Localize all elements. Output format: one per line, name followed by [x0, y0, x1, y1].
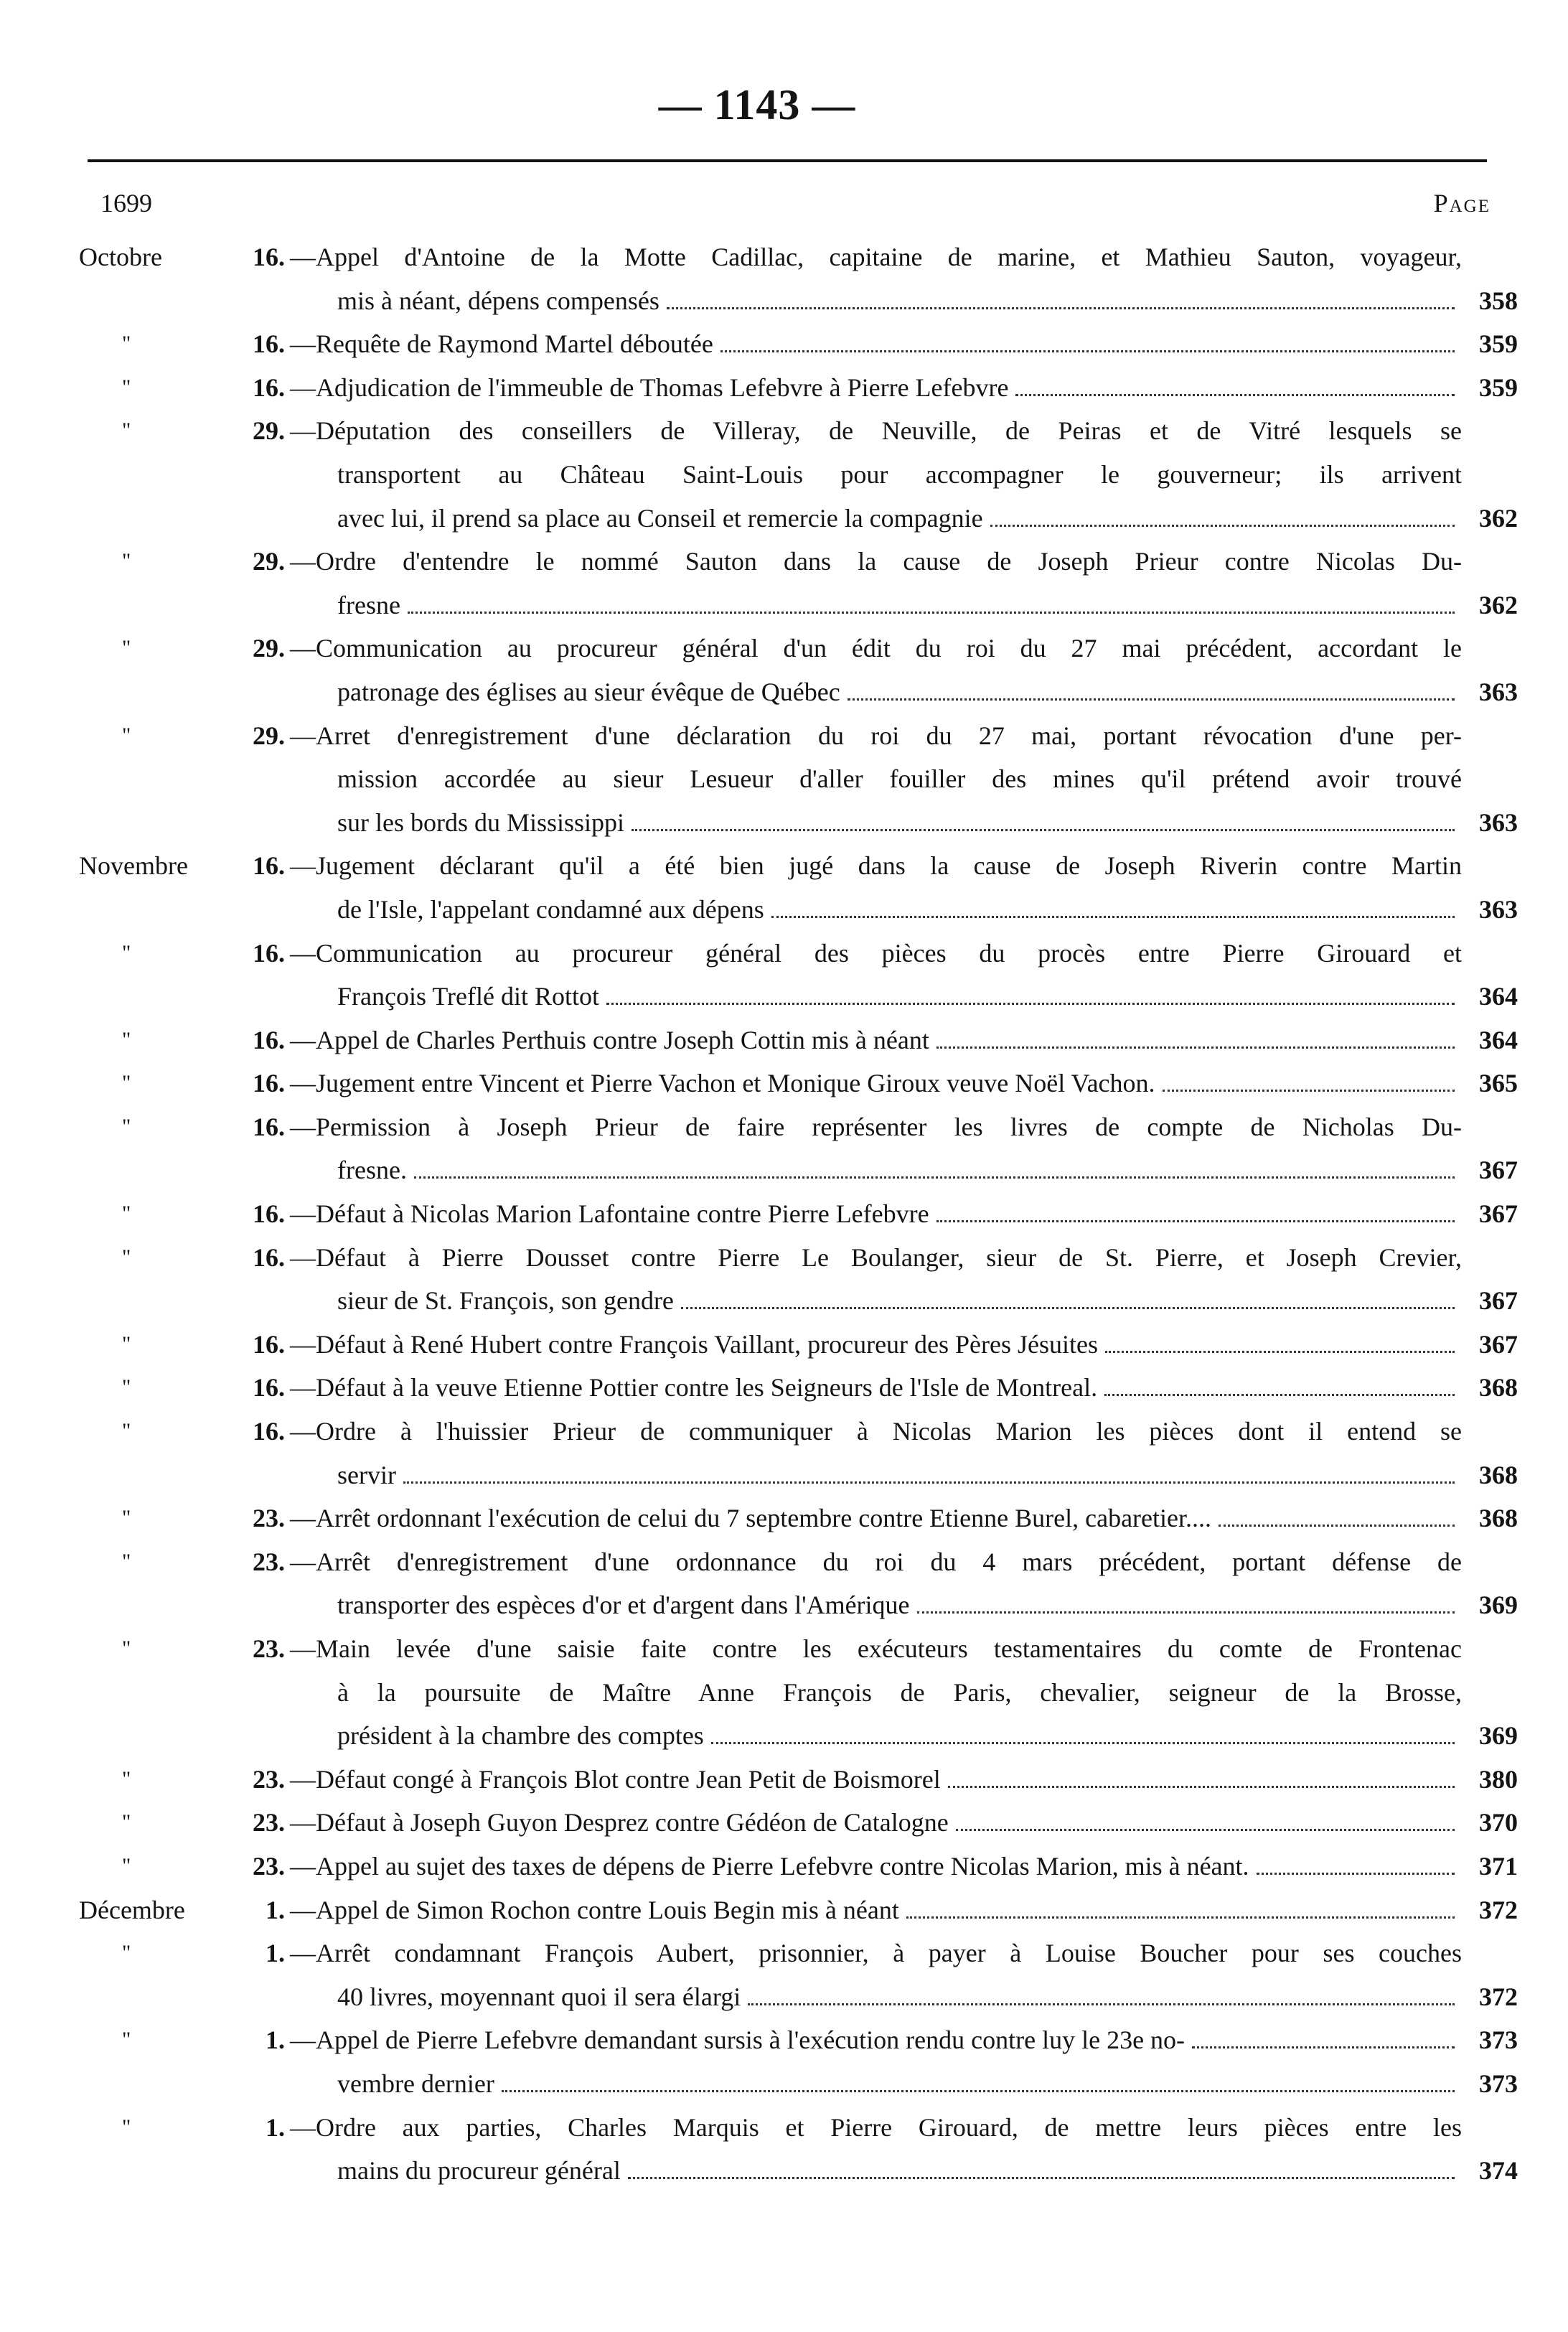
dot-leader: [771, 915, 1455, 918]
index-entry: [0, 366, 1568, 410]
entry-line: [0, 1671, 1568, 1715]
entry-day: 16.: [253, 373, 285, 402]
index-entry: [0, 1192, 1568, 1236]
entry-line: [0, 2106, 1568, 2150]
ditto-mark: ": [122, 1766, 131, 1791]
dot-leader: [502, 2089, 1455, 2092]
entry-text: servir: [337, 1453, 1462, 1497]
dot-leader: [956, 1828, 1455, 1831]
entry-day: 23.: [253, 1851, 285, 1881]
dot-leader: [936, 1219, 1455, 1222]
dot-leader: [906, 1916, 1455, 1919]
entry-line: [0, 279, 1568, 323]
entry-line: [0, 1148, 1568, 1192]
entry-line: [0, 409, 1568, 453]
ditto-mark: ": [122, 418, 131, 443]
page-reference: 380: [1479, 1764, 1518, 1794]
page-reference: 367: [1479, 1329, 1518, 1359]
entry-text: —Communication au procureur général d'un édit du roi du 27 mai précédent, accordant le: [290, 634, 1462, 663]
entry-line: [0, 975, 1568, 1019]
entry-day: 23.: [253, 1547, 285, 1576]
index-entry: [0, 1931, 1568, 2018]
dot-leader: [848, 698, 1455, 701]
entry-line: [0, 1758, 1568, 1802]
index-entry: [0, 1410, 1568, 1497]
index-entry: [0, 1758, 1568, 1802]
header-rule: [88, 159, 1487, 162]
entry-text: —Défaut à René Hubert contre François Vaillant, procureur des Pères Jésuites: [290, 1323, 1462, 1367]
page-reference: 364: [1479, 982, 1518, 1011]
page-reference: 368: [1479, 1504, 1518, 1533]
entry-day: 23.: [253, 1504, 285, 1533]
ditto-mark: ": [122, 1331, 131, 1356]
dot-leader: [606, 1002, 1455, 1005]
entry-line: [0, 801, 1568, 845]
entry-line: [0, 670, 1568, 714]
entry-line: [0, 888, 1568, 932]
entry-text: François Treflé dit Rottot: [337, 975, 1462, 1019]
entry-text: patronage des églises au sieur évêque de Québec: [337, 670, 1462, 714]
ditto-mark: ": [122, 1375, 131, 1400]
index-entry: [0, 932, 1568, 1019]
index-entry: [0, 844, 1568, 931]
entry-text: président à la chambre des comptes: [337, 1714, 1462, 1758]
dot-leader: [1104, 1393, 1455, 1396]
entry-line: [0, 1627, 1568, 1671]
page-reference: 364: [1479, 1025, 1518, 1054]
page-reference: 362: [1479, 590, 1518, 619]
entry-day: 16.: [253, 1112, 285, 1141]
dot-leader: [948, 1785, 1455, 1788]
page-reference: 363: [1479, 894, 1518, 924]
index-entry: [0, 714, 1568, 845]
entry-line: [0, 1583, 1568, 1627]
entry-day: 16.: [253, 329, 285, 359]
index-entry: [0, 1497, 1568, 1540]
index-entry: [0, 1540, 1568, 1627]
entry-text: vembre dernier: [337, 2062, 1462, 2106]
index-entry: [0, 1845, 1568, 1888]
entry-text: mains du procureur général: [337, 2149, 1462, 2193]
entry-line: [0, 366, 1568, 410]
index-entry: [0, 1323, 1568, 1367]
entry-line: [0, 1279, 1568, 1323]
page-reference: 369: [1479, 1591, 1518, 1620]
entry-line: [0, 1975, 1568, 2019]
entry-text: —Appel de Charles Perthuis contre Joseph Cottin mis à néant: [290, 1019, 1462, 1062]
ditto-mark: ": [122, 1419, 131, 1443]
dot-leader: [1257, 1872, 1455, 1875]
entry-line: [0, 235, 1568, 279]
entry-line: [0, 453, 1568, 497]
entry-day: 29.: [253, 547, 285, 576]
dot-leader: [681, 1306, 1455, 1309]
page-reference: 367: [1479, 1199, 1518, 1229]
page-reference: 372: [1479, 1982, 1518, 2011]
ditto-mark: ": [122, 1549, 131, 1573]
entry-day: 16.: [253, 243, 285, 271]
page-reference: 359: [1479, 373, 1518, 402]
entry-day: 16.: [253, 1417, 285, 1446]
page-reference: 374: [1479, 2156, 1518, 2186]
entry-line: [0, 714, 1568, 758]
dot-leader: [936, 1046, 1455, 1049]
ditto-mark: ": [122, 940, 131, 965]
entry-text: —Ordre d'entendre le nommé Sauton dans la cause de Joseph Prieur contre Nicolas Du-: [290, 547, 1462, 576]
entry-text: —Communication au procureur général des pièces du procès entre Pierre Girouard et: [290, 938, 1462, 968]
entry-text: —Ordre à l'huissier Prieur de communiquer à Nicolas Marion les pièces dont il entend se: [290, 1417, 1462, 1446]
ditto-mark: ": [122, 1071, 131, 1095]
page-reference: 368: [1479, 1460, 1518, 1489]
entry-line: [0, 844, 1568, 888]
index-entry: [0, 2062, 1568, 2106]
entry-line: [0, 2018, 1568, 2062]
entry-line: [0, 540, 1568, 584]
entry-text: —Permission à Joseph Prieur de faire représenter les livres de compte de Nicholas Du-: [290, 1112, 1462, 1141]
entry-day: 1.: [266, 2026, 285, 2055]
dot-leader: [1192, 2046, 1455, 2048]
index-entry: [0, 1236, 1568, 1323]
ditto-mark: ": [122, 332, 131, 356]
entry-text: —Appel de Simon Rochon contre Louis Begin mis à néant: [290, 1888, 1462, 1932]
entry-text: —Arrêt d'enregistrement d'une ordonnance du roi du 4 mars précédent, portant défense de: [290, 1547, 1462, 1576]
entry-line: [0, 1801, 1568, 1845]
page-reference: 371: [1479, 1851, 1518, 1881]
dot-leader: [408, 611, 1455, 614]
entry-text: —Jugement déclarant qu'il a été bien jugé dans la cause de Joseph Riverin contre Martin: [290, 851, 1462, 881]
page-reference: 369: [1479, 1721, 1518, 1751]
index-entry: [0, 409, 1568, 540]
entry-day: 23.: [253, 1808, 285, 1837]
page-reference: 373: [1479, 2026, 1518, 2055]
dot-leader: [917, 1611, 1455, 1614]
index-entry: [0, 627, 1568, 713]
entry-line: [0, 584, 1568, 627]
dot-leader: [748, 2003, 1455, 2005]
page-reference: 363: [1479, 677, 1518, 706]
page-reference: 359: [1479, 329, 1518, 359]
entry-text: —Adjudication de l'immeuble de Thomas Lefebvre à Pierre Lefebvre: [290, 366, 1462, 410]
entry-text: mission accordée au sieur Lesueur d'aller fouiller des mines qu'il prétend avoir trouvé: [337, 764, 1462, 794]
entry-day: 1.: [266, 2112, 285, 2142]
entry-text: —Défaut à Nicolas Marion Lafontaine contre Pierre Lefebvre: [290, 1192, 1462, 1236]
dot-leader: [403, 1481, 1455, 1484]
entry-day: 1.: [266, 1939, 285, 1968]
dot-leader: [720, 350, 1455, 352]
page-reference: 358: [1479, 286, 1518, 315]
dot-leader: [414, 1176, 1455, 1179]
page-reference: 367: [1479, 1286, 1518, 1316]
ditto-mark: ": [122, 2028, 131, 2052]
entry-text: —Arrêt condamnant François Aubert, prisonnier, à payer à Louise Boucher pour ses couches: [290, 1939, 1462, 1968]
entry-text: —Requête de Raymond Martel déboutée: [290, 322, 1462, 366]
entry-text: de l'Isle, l'appelant condamné aux dépens: [337, 888, 1462, 932]
entry-day: 16.: [253, 1373, 285, 1403]
entry-line: [0, 2149, 1568, 2193]
entry-line: [0, 1366, 1568, 1410]
entry-line: [0, 1714, 1568, 1758]
entry-text: —Défaut à Joseph Guyon Desprez contre Gédéon de Catalogne: [290, 1801, 1462, 1845]
entry-text: —Députation des conseillers de Villeray, de Neuville, de Peiras et de Vitré lesquels se: [290, 416, 1462, 446]
dot-leader: [628, 2176, 1455, 2179]
ditto-mark: ": [122, 1027, 131, 1052]
page-reference: 368: [1479, 1373, 1518, 1403]
page-reference: 373: [1479, 2069, 1518, 2098]
dot-leader: [667, 306, 1455, 309]
ditto-mark: ": [122, 1810, 131, 1835]
index-entry: [0, 2106, 1568, 2193]
dot-leader: [1015, 393, 1455, 396]
page-reference: 362: [1479, 503, 1518, 533]
entry-line: [0, 932, 1568, 975]
entry-day: 16.: [253, 1242, 285, 1272]
entry-text: transportent au Château Saint-Louis pour accompagner le gouverneur; ils arrivent: [337, 459, 1462, 489]
entry-text: mis à néant, dépens compensés: [337, 279, 1462, 323]
ditto-mark: ": [122, 2115, 131, 2139]
entry-text: —Appel d'Antoine de la Motte Cadillac, capitaine de marine, et Mathieu Sauton, voyageur,: [290, 243, 1462, 271]
entry-line: [0, 1888, 1568, 1932]
entry-line: [0, 1845, 1568, 1888]
ditto-mark: ": [122, 375, 131, 399]
ditto-mark: ": [122, 1202, 131, 1226]
entry-list: [0, 235, 1568, 2193]
entry-day: 29.: [253, 416, 285, 446]
month-label: Octobre: [79, 243, 162, 271]
month-label: Décembre: [79, 1895, 185, 1924]
entry-day: 29.: [253, 634, 285, 663]
entry-day: 16.: [253, 1025, 285, 1054]
entry-text: —Défaut à Pierre Dousset contre Pierre Le Boulanger, sieur de St. Pierre, et Joseph Crevier,: [290, 1242, 1462, 1272]
page-reference: 367: [1479, 1156, 1518, 1185]
ditto-mark: ": [122, 1506, 131, 1530]
entry-line: [0, 1192, 1568, 1236]
entry-line: [0, 1323, 1568, 1367]
dot-leader: [711, 1741, 1455, 1744]
entry-day: 16.: [253, 851, 285, 881]
ditto-mark: ": [122, 636, 131, 660]
entry-text: —Arrêt ordonnant l'exécution de celui du 7 septembre contre Etienne Burel, cabaretier....: [290, 1497, 1462, 1540]
entry-line: [0, 1062, 1568, 1105]
entry-text: sur les bords du Mississippi: [337, 801, 1462, 845]
dot-leader: [990, 524, 1455, 527]
year-heading: 1699: [100, 189, 152, 217]
page-reference: 370: [1479, 1808, 1518, 1837]
entry-text: à la poursuite de Maître Anne François de Paris, chevalier, seigneur de la Brosse,: [337, 1677, 1462, 1707]
entry-text: —Main levée d'une saisie faite contre les exécuteurs testamentaires du comte de Frontenac: [290, 1634, 1462, 1663]
entry-text: —Jugement entre Vincent et Pierre Vachon et Monique Giroux veuve Noël Vachon.: [290, 1062, 1462, 1105]
ditto-mark: ": [122, 549, 131, 573]
entry-line: [0, 627, 1568, 670]
entry-day: 16.: [253, 1069, 285, 1098]
ditto-mark: ": [122, 1636, 131, 1660]
dot-leader: [632, 828, 1455, 831]
dot-leader: [1219, 1524, 1455, 1527]
entry-day: 23.: [253, 1634, 285, 1663]
entry-day: 16.: [253, 938, 285, 968]
index-entry: [0, 540, 1568, 627]
page-reference: 363: [1479, 807, 1518, 837]
index-entry: [0, 322, 1568, 366]
entry-text: —Arret d'enregistrement d'une déclaration du roi du 27 mai, portant révocation d'une per-: [290, 721, 1462, 750]
index-entry: [0, 1019, 1568, 1062]
entry-text: —Défaut à la veuve Etienne Pottier contre les Seigneurs de l'Isle de Montreal.: [290, 1366, 1462, 1410]
entry-day: 1.: [266, 1895, 285, 1924]
entry-text: —Ordre aux parties, Charles Marquis et Pierre Girouard, de mettre leurs pièces entre les: [290, 2112, 1462, 2142]
page-column-heading: Page: [1433, 189, 1490, 217]
entry-text: fresne.: [337, 1148, 1462, 1192]
entry-text: —Défaut congé à François Blot contre Jean Petit de Boismorel: [290, 1758, 1462, 1802]
entry-text: avec lui, il prend sa place au Conseil et remercie la compagnie: [337, 497, 1462, 540]
entry-line: [0, 1019, 1568, 1062]
entry-line: [0, 1931, 1568, 1975]
index-entry: [0, 1627, 1568, 1758]
entry-day: 16.: [253, 1329, 285, 1359]
entry-text: 40 livres, moyennant quoi il sera élargi: [337, 1975, 1462, 2019]
dot-leader: [1105, 1350, 1455, 1353]
entry-day: 29.: [253, 721, 285, 750]
ditto-mark: ": [122, 1941, 131, 1965]
entry-text: transporter des espèces d'or et d'argent dans l'Amérique: [337, 1583, 1462, 1627]
entry-line: [0, 757, 1568, 801]
entry-text: sieur de St. François, son gendre: [337, 1279, 1462, 1323]
entry-line: [0, 497, 1568, 540]
index-entry: [0, 1366, 1568, 1410]
page-reference: 372: [1479, 1895, 1518, 1924]
index-entry: [0, 2018, 1568, 2062]
entry-line: [0, 2062, 1568, 2106]
entry-line: [0, 1497, 1568, 1540]
entry-line: [0, 1453, 1568, 1497]
index-entry: [0, 235, 1568, 322]
entry-text: —Appel de Pierre Lefebvre demandant sursis à l'exécution rendu contre luy le 23e no-: [290, 2018, 1462, 2062]
ditto-mark: ": [122, 1245, 131, 1269]
entry-line: [0, 322, 1568, 366]
page-reference: 365: [1479, 1069, 1518, 1098]
index-entry: [0, 1801, 1568, 1845]
entry-line: [0, 1540, 1568, 1584]
ditto-mark: ": [122, 723, 131, 747]
index-entry: [0, 1062, 1568, 1105]
entry-day: 23.: [253, 1764, 285, 1794]
entry-day: 16.: [253, 1199, 285, 1229]
entry-text: fresne: [337, 584, 1462, 627]
dot-leader: [1163, 1089, 1455, 1092]
index-entry: [0, 1888, 1568, 1932]
index-entry: [0, 1105, 1568, 1192]
entry-line: [0, 1105, 1568, 1149]
entry-line: [0, 1236, 1568, 1280]
ditto-mark: ": [122, 1114, 131, 1138]
entry-text: —Appel au sujet des taxes de dépens de Pierre Lefebvre contre Nicolas Marion, mis à néant.: [290, 1845, 1462, 1888]
page-number: — 1143 —: [658, 81, 856, 128]
ditto-mark: ": [122, 1853, 131, 1878]
entry-line: [0, 1410, 1568, 1453]
month-label: Novembre: [79, 851, 188, 881]
